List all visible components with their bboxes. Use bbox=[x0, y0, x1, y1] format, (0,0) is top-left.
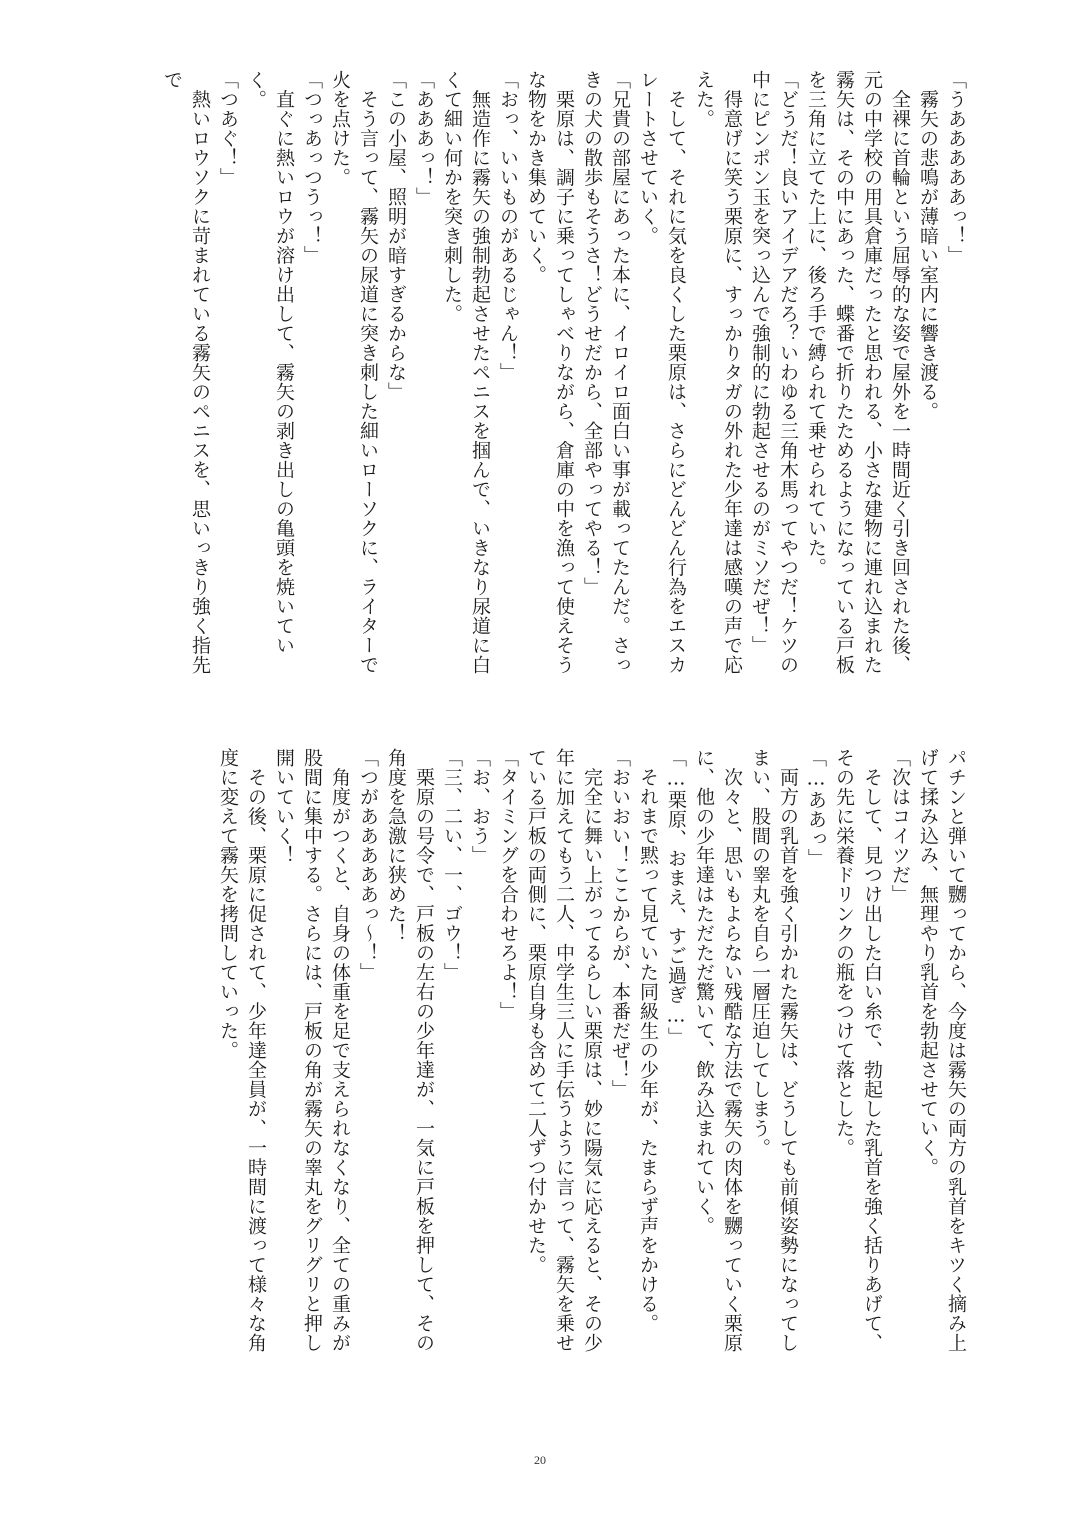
page-number: 20 bbox=[534, 1453, 546, 1467]
paragraph: 「タイミングを合わせろよ！」 bbox=[497, 748, 519, 1021]
paragraph: 全裸に首輪という屈辱的な姿で屋外を一時間近く引き回された後、元の中学校の用具倉庫だったと思われる、小さな建物に連れ込まれた霧矢は、その中にあった、蝶番で折りたためるようになっている戸板を三角に立てた上に、後ろ手で縛られて乗せられていた。 bbox=[805, 70, 911, 675]
paragraph: そして、それに気を良くした栗原は、さらにどんどん行為をエスカレートさせていく。 bbox=[637, 70, 687, 675]
paragraph: 栗原は、調子に乗ってしゃべりながら、倉庫の中を漁って使えそうな物をかき集めていく。 bbox=[525, 70, 575, 675]
paragraph: 直ぐに熱いロウが溶け出して、霧矢の剥き出しの亀頭を焼いていく。 bbox=[245, 70, 295, 655]
paragraph: 「あああっ！」 bbox=[413, 70, 435, 207]
paragraph: 「次はコイツだ」 bbox=[889, 748, 911, 904]
text-block-top bbox=[100, 70, 970, 690]
paragraph: 「うあああああっ！」 bbox=[945, 70, 967, 265]
paragraph: 「三、二い、一、ゴウ！」 bbox=[441, 748, 463, 982]
paragraph: 得意げに笑う栗原に、すっかりタガの外れた少年達は感嘆の声で応えた。 bbox=[693, 70, 743, 675]
paragraph: 「どうだ！良いアイデアだろ？いわゆる三角木馬ってやつだ！ケツの中にピンポン玉を突っ込んで強制的に勃起させるのがミソだぜ！」 bbox=[749, 70, 799, 675]
paragraph: 完全に舞い上がってるらしい栗原は、妙に陽気に応えると、その少年に加えてもう二人、中学生三人に手伝うように言って、霧矢を乗せている戸板の両側に、栗原自身も含めて二人ずつ付かせた。 bbox=[525, 748, 603, 1353]
paragraph: 熱いロウソクに苛まれている霧矢のペニスを、思いっきり強く指先で bbox=[161, 70, 211, 675]
paragraph: 「つがあああああっ～！」 bbox=[357, 748, 379, 982]
text-block-bottom bbox=[100, 748, 970, 1368]
paragraph: 「この小屋、照明が暗すぎるからな」 bbox=[385, 70, 407, 402]
paragraph: 無造作に霧矢の強制勃起させたペニスを掴んで、いきなり尿道に白くて細い何かを突き刺した。 bbox=[441, 70, 491, 675]
paragraph: 「つあぐ！」 bbox=[217, 70, 239, 187]
paragraph: 「…ああっ」 bbox=[805, 748, 827, 868]
paragraph: 「おっ、いいものがあるじゃん！」 bbox=[497, 70, 519, 382]
paragraph: その後、栗原に促されて、少年達全員が、一時間に渡って様々な角度に変えて霧矢を拷問していった。 bbox=[217, 748, 267, 1353]
paragraph: 「兄貴の部屋にあった本に、イロイロ面白い事が載ってたんだ。さっきの犬の散歩もそうさ！どうせだから、全部やってやる！」 bbox=[581, 70, 631, 675]
paragraph: そう言って、霧矢の尿道に突き刺した細いローソクに、ライターで火を点けた。 bbox=[329, 70, 379, 675]
paragraph: そして、見つけ出した白い糸で、勃起した乳首を強く括りあげて、その先に栄養ドリンクの瓶をつけて落とした。 bbox=[833, 748, 883, 1353]
paragraph: 「つっあっつうっ！」 bbox=[301, 70, 323, 265]
paragraph: 「…栗原、おまえ、すご過ぎ…」 bbox=[665, 748, 687, 1047]
paragraph: パチンと弾いて嬲ってから、今度は霧矢の両方の乳首をキツく摘み上げて揉み込み、無理やり乳首を勃起させていく。 bbox=[917, 748, 967, 1353]
paragraph: 両方の乳首を強く引かれた霧矢は、どうしても前傾姿勢になってしまい、股間の睾丸を自ら一層圧迫してしまう。 bbox=[749, 748, 799, 1353]
paragraph: 「お、おう」 bbox=[469, 748, 491, 865]
paragraph: 霧矢の悲鳴が薄暗い室内に響き渡る。 bbox=[917, 70, 939, 421]
paragraph: 角度がつくと、自身の体重を足で支えられなくなり、全ての重みが股間に集中する。さらには、戸板の角が霧矢の睾丸をグリグリと押し開いていく！ bbox=[273, 748, 351, 1353]
paragraph: 栗原の号令で、戸板の左右の少年達が、一気に戸板を押して、その角度を急激に狭めた！ bbox=[385, 748, 435, 1353]
paragraph: それまで黙って見ていた同級生の少年が、たまらず声をかける。 bbox=[637, 748, 659, 1333]
paragraph: 次々と、思いもよらない残酷な方法で霧矢の肉体を嬲っていく栗原に、他の少年達はただただ驚いて、飲み込まれていく。 bbox=[693, 748, 743, 1353]
paragraph: 「おいおい！ここからが、本番だぜ！」 bbox=[609, 748, 631, 1099]
